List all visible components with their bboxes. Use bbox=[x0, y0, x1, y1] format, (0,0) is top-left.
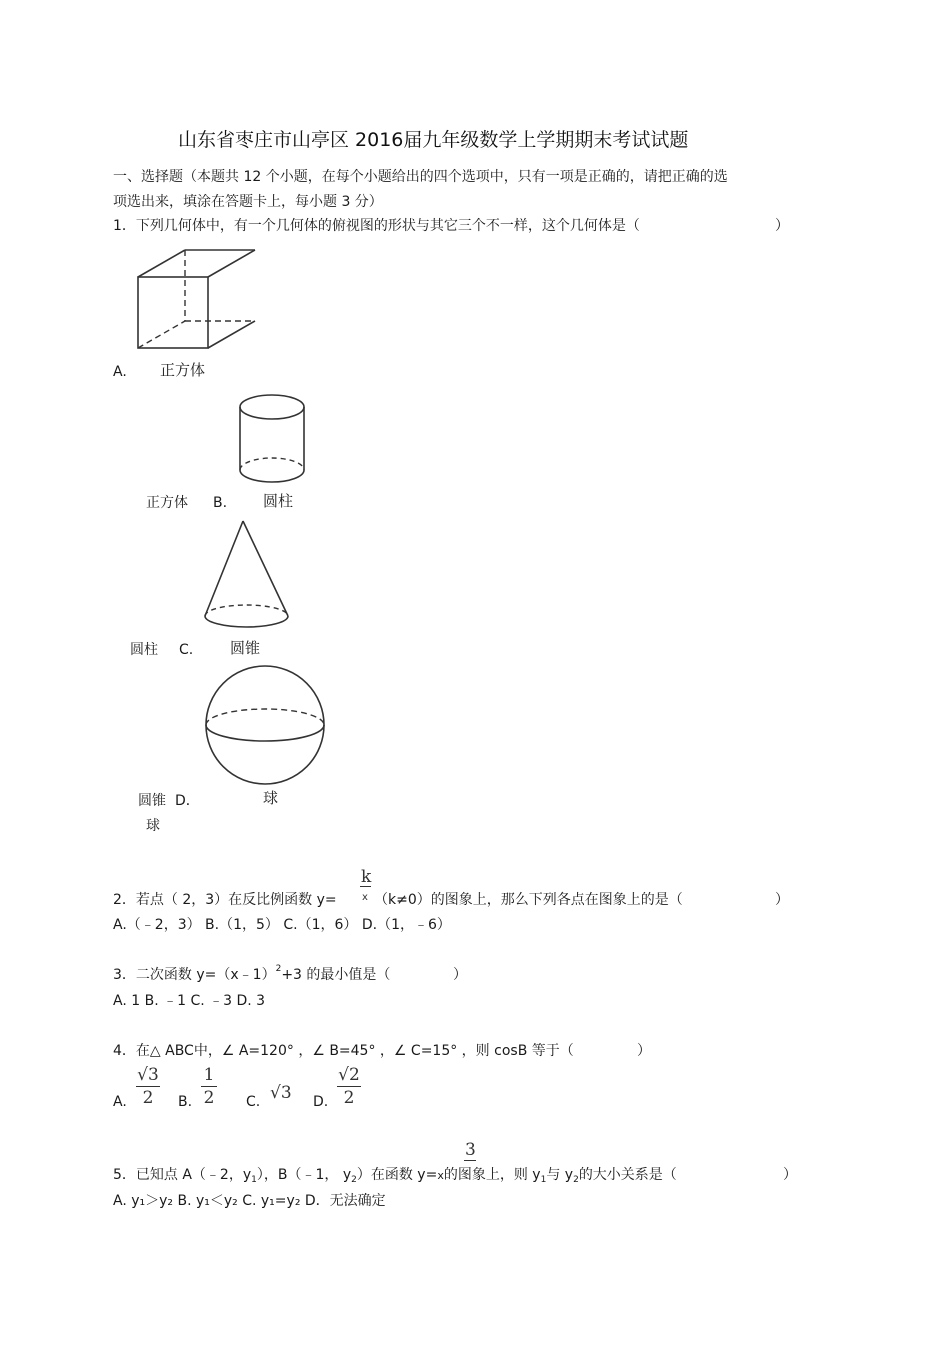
q1-row-c-prefix: 圆柱 bbox=[130, 642, 158, 658]
q4-option-b-letter: B. bbox=[178, 1094, 193, 1110]
q2-close-paren: ） bbox=[775, 892, 789, 908]
q4-option-d-letter: D. bbox=[313, 1094, 329, 1110]
section-instructions-line2: 项选出来，填涂在答题卡上，每小题 3 分） bbox=[113, 194, 383, 210]
q4-option-d-den: 2 bbox=[343, 1088, 355, 1108]
cube-figure bbox=[130, 245, 270, 360]
q1-row-b-prefix: 正方体 bbox=[146, 495, 188, 511]
q1-option-d-letter: D． bbox=[175, 793, 200, 809]
q2-fraction-bar bbox=[360, 886, 371, 887]
q4-option-a-num: √3 bbox=[137, 1065, 159, 1085]
q4-option-d-num: √2 bbox=[338, 1065, 360, 1085]
q4-option-b-num: 1 bbox=[203, 1065, 215, 1085]
cone-label: 圆锥 bbox=[230, 639, 261, 657]
cube-label: 正方体 bbox=[160, 361, 206, 379]
q1-option-c-letter: C. bbox=[179, 642, 194, 658]
q2-options: A.（﹣2，3） B.（1，5） C.（1，6） D.（1，﹣6） bbox=[113, 917, 451, 933]
q2-fraction-numerator: k bbox=[361, 867, 372, 887]
q5-fraction-denominator: x bbox=[437, 1169, 444, 1182]
q2-fraction-denominator: x bbox=[362, 892, 368, 903]
q4-option-c-val: √3 bbox=[270, 1083, 292, 1103]
q5-sub-1: 1 bbox=[251, 1175, 257, 1185]
q5-fraction-bar bbox=[464, 1160, 476, 1161]
q4-option-a-letter: A. bbox=[113, 1094, 127, 1110]
q3-stem-a: 3．二次函数 y=（x﹣1） bbox=[113, 967, 276, 983]
q5-stem-b: ），B（﹣1， y bbox=[256, 1167, 352, 1183]
q4-close-paren: ） bbox=[637, 1043, 651, 1059]
q1-tail-label: 球 bbox=[146, 818, 160, 834]
q3-stem-b: +3 的最小值是（ bbox=[281, 967, 391, 983]
cylinder-label: 圆柱 bbox=[263, 492, 294, 510]
cone-figure bbox=[200, 518, 295, 633]
q5-stem-f: 的大小关系是（ bbox=[578, 1167, 677, 1183]
q1-close-paren: ） bbox=[775, 218, 789, 234]
q1-option-a-letter: A. bbox=[113, 364, 127, 380]
sphere-label: 球 bbox=[263, 789, 279, 807]
q3-superscript: 2 bbox=[275, 964, 282, 974]
q5-stem bbox=[113, 1166, 677, 1186]
cylinder-figure bbox=[237, 390, 312, 485]
q4-option-c-letter: C. bbox=[246, 1094, 261, 1110]
section-instructions-line1: 一、选择题（本题共 12 个小题，在每个小题给出的四个选项中，只有一项是正确的，请把正确的选 bbox=[113, 169, 728, 185]
q5-stem-e: 与 y bbox=[546, 1167, 574, 1183]
q2-stem-a: 2．若点（ 2，3）在反比例函数 y= bbox=[113, 892, 337, 908]
q1-row-d-prefix: 圆锥 bbox=[138, 793, 166, 809]
q3-close-paren: ） bbox=[453, 967, 467, 983]
q5-sub-2: 2 bbox=[351, 1175, 357, 1185]
q5-stem-c: ）在函数 y= bbox=[356, 1167, 438, 1183]
q5-fraction-numerator: 3 bbox=[465, 1140, 476, 1160]
q5-stem-a: 5．已知点 A（﹣2，y bbox=[113, 1167, 252, 1183]
q4-option-d-fraction bbox=[337, 1066, 361, 1107]
q4-option-b-fraction bbox=[201, 1066, 217, 1107]
q2-stem-b: （k≠0）的图象上，那么下列各点在图象上的是（ bbox=[374, 892, 683, 908]
q4-option-c-value bbox=[270, 1084, 292, 1102]
sphere-figure bbox=[203, 663, 328, 788]
page-title: 山东省枣庄市山亭区 2016届九年级数学上学期期末考试试题 bbox=[178, 129, 689, 151]
q5-stem-d: 的图象上，则 y bbox=[443, 1167, 541, 1183]
q5-sub-3: 1 bbox=[540, 1175, 547, 1185]
q4-stem: 4．在△ ABC中，∠ A=120° ，∠ B=45° ，∠ C=15° ，则 cosB 等于（ bbox=[113, 1043, 574, 1059]
q4-option-a-fraction bbox=[136, 1066, 160, 1107]
q5-options: A. y₁＞y₂ B. y₁＜y₂ C. y₁=y₂ D．无法确定 bbox=[113, 1193, 386, 1209]
q3-stem bbox=[113, 966, 390, 986]
q5-close-paren: ） bbox=[783, 1167, 797, 1183]
q1-option-b-letter: B. bbox=[213, 495, 228, 511]
q4-option-a-den: 2 bbox=[142, 1088, 154, 1108]
q4-option-b-den: 2 bbox=[203, 1088, 215, 1108]
q3-options: A. 1 B. ﹣1 C. ﹣3 D. 3 bbox=[113, 993, 266, 1009]
q1-stem: 1．下列几何体中，有一个几何体的俯视图的形状与其它三个不一样，这个几何体是（ bbox=[113, 218, 640, 234]
q5-sub-4: 2 bbox=[573, 1175, 579, 1185]
